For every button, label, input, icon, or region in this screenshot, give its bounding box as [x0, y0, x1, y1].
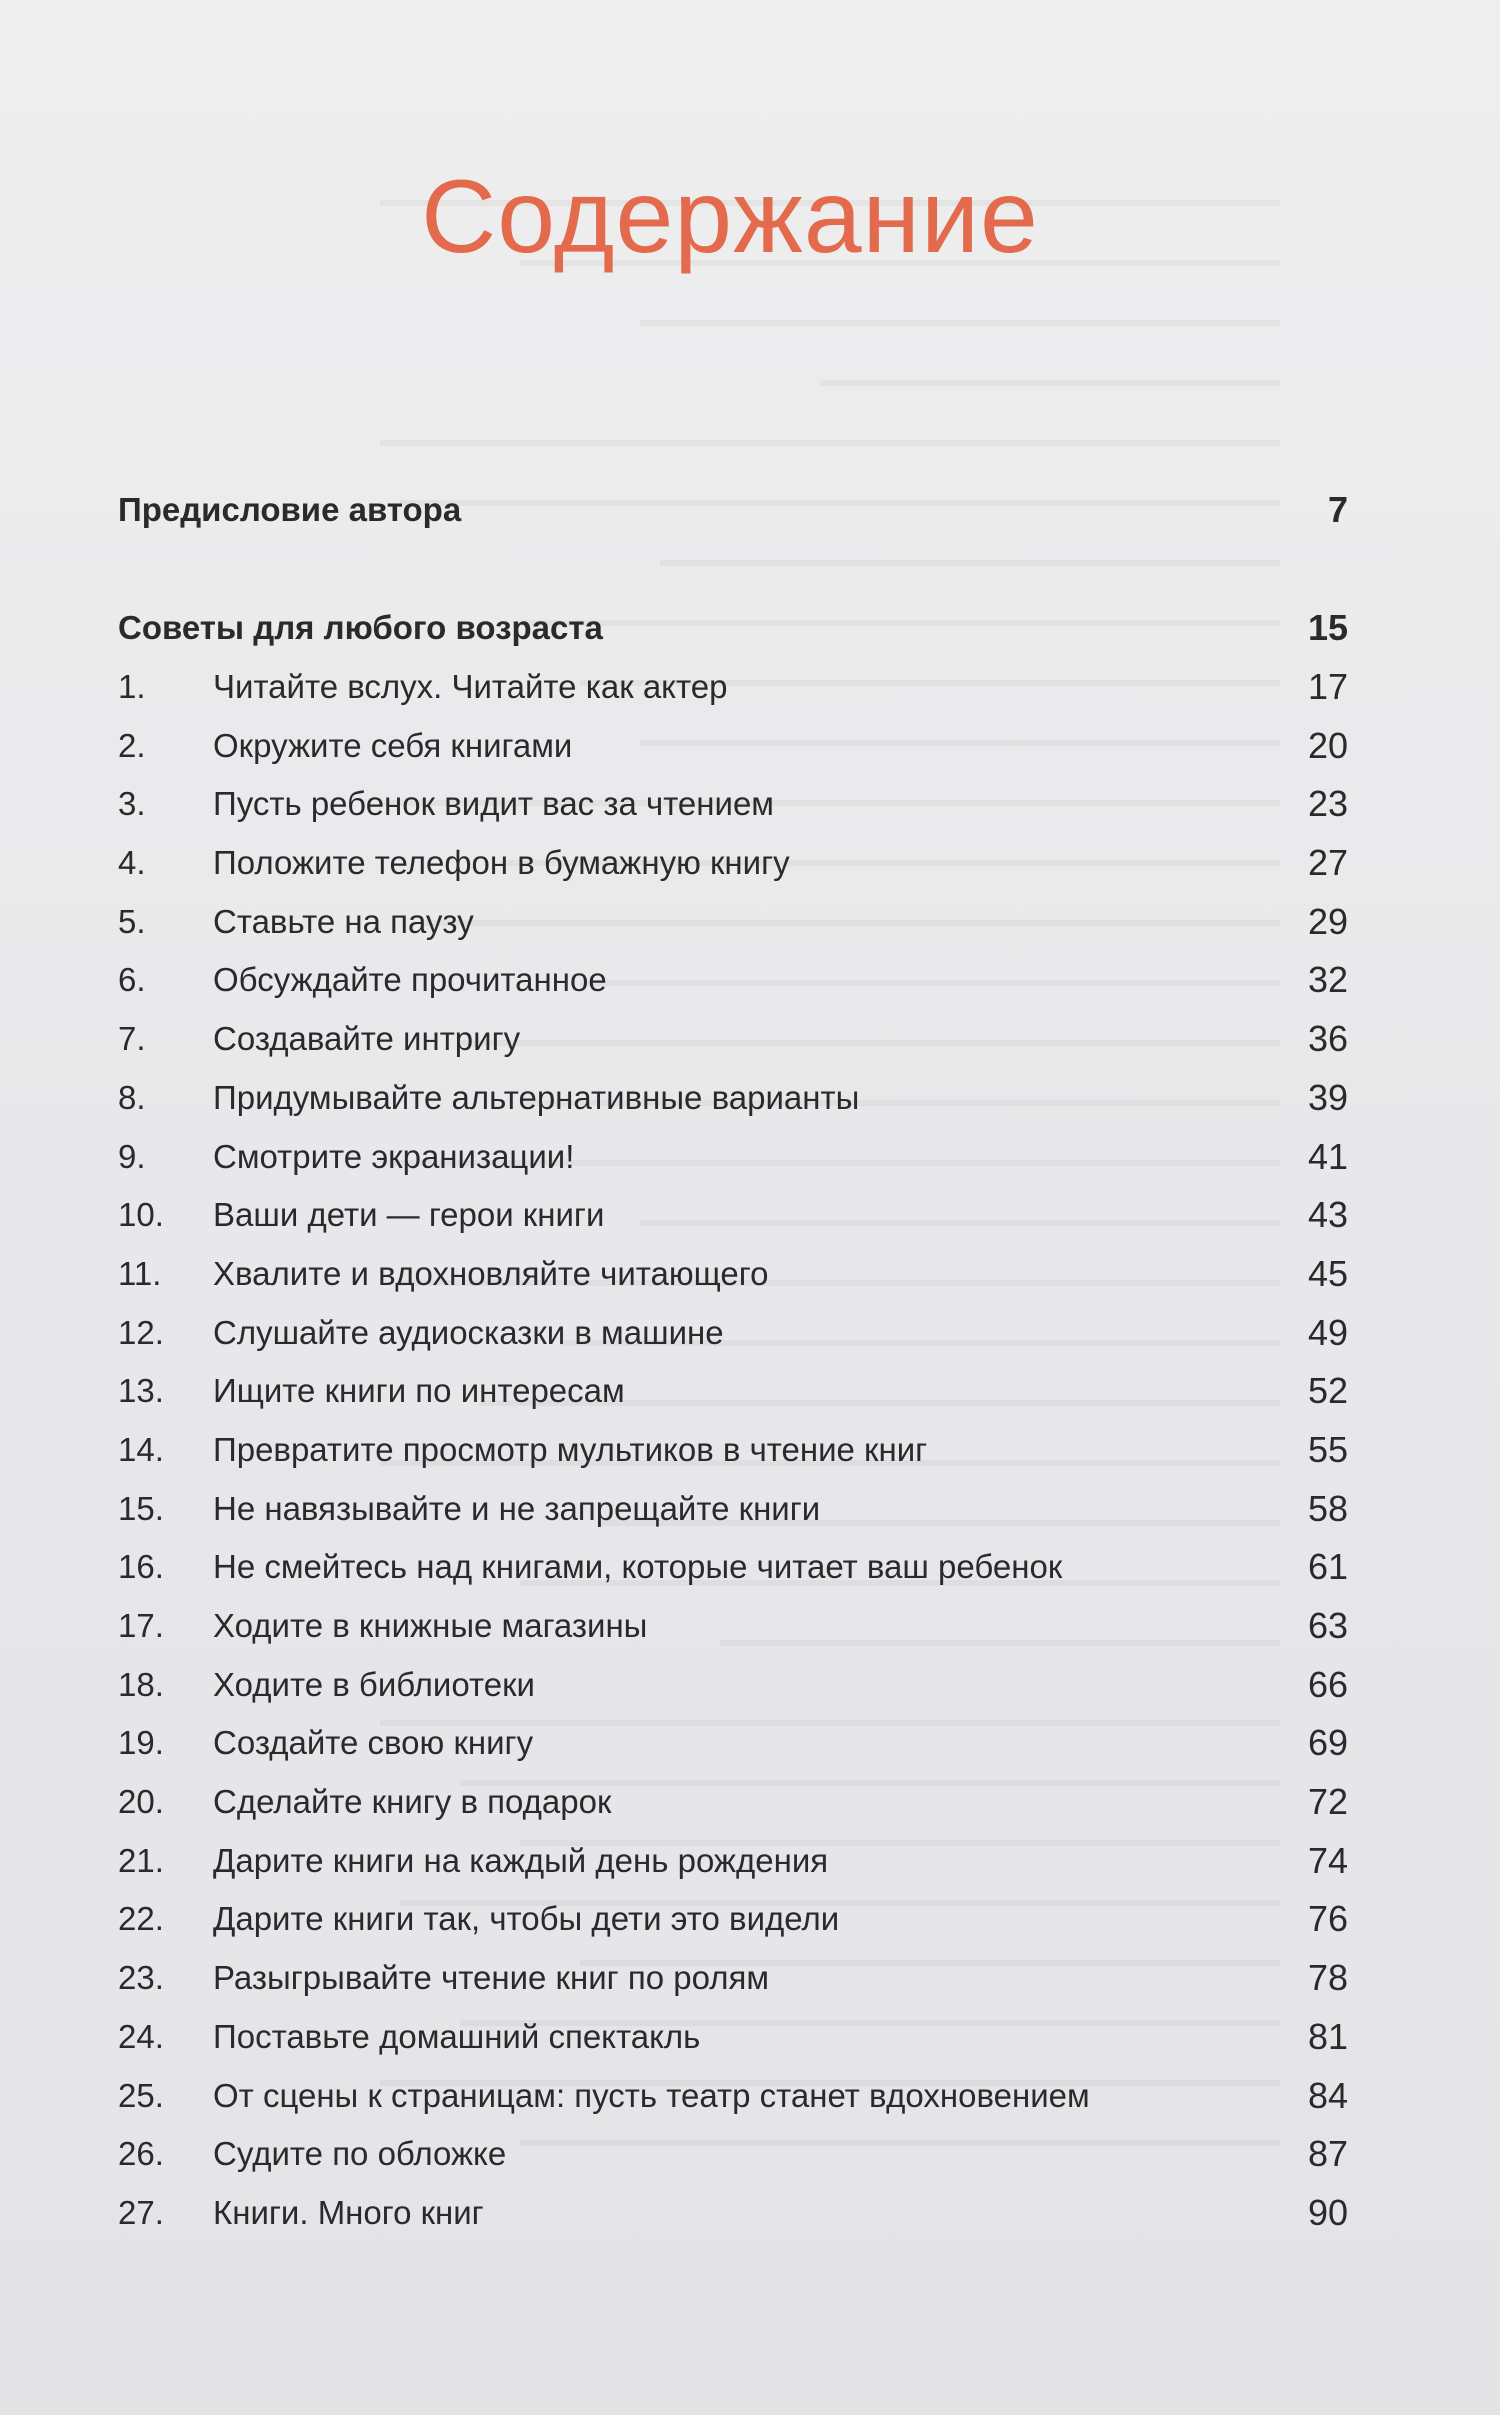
toc-entry-number: 4.: [118, 844, 146, 882]
toc-entry-number: 20.: [118, 1783, 164, 1821]
toc-entry[interactable]: [118, 2067, 1348, 2126]
toc-entry-number: 26.: [118, 2135, 164, 2173]
toc-entry-title: Обсуждайте прочитанное: [213, 961, 607, 999]
toc-entry-number: 21.: [118, 1841, 164, 1879]
toc-entry[interactable]: [118, 658, 1348, 717]
toc-entry-number: 7.: [118, 1020, 146, 1058]
toc-entry-number: 12.: [118, 1313, 164, 1351]
toc-entry-page-number: 66: [1307, 1663, 1348, 1705]
toc-entry-title: Поставьте домашний спектакль: [213, 2017, 701, 2055]
section-spacer: [118, 540, 1348, 598]
toc-entry-title: Дарите книги так, чтобы дети это видели: [213, 1900, 840, 1938]
toc-entry-title: Не навязывайте и не запрещайте книги: [213, 1489, 821, 1527]
toc-section-foreword[interactable]: [118, 480, 1348, 540]
toc-entry-page-number: 17: [1307, 666, 1348, 707]
toc-entry-page-number: 45: [1307, 1252, 1348, 1294]
toc-entry[interactable]: [118, 1597, 1348, 1656]
toc-entry-title: Придумывайте альтернативные варианты: [213, 1078, 860, 1116]
toc-entry-number: 3.: [118, 785, 146, 823]
toc-entry-number: 25.: [118, 2076, 164, 2114]
toc-entry-number: 14.: [118, 1430, 164, 1468]
toc-entry-title: Ваши дети — герои книги: [213, 1196, 605, 1234]
toc-entry-number: 8.: [118, 1078, 146, 1116]
toc-entry[interactable]: [118, 1714, 1348, 1773]
toc-entry[interactable]: [118, 775, 1348, 834]
toc-entry-title: Судите по обложке: [213, 2135, 507, 2173]
toc-entry-title: От сцены к страницам: пусть театр станет вдохновением: [213, 2076, 1090, 2114]
toc-entry[interactable]: [118, 1128, 1348, 1187]
toc-entry[interactable]: [118, 1304, 1348, 1363]
toc-entry[interactable]: [118, 1421, 1348, 1480]
toc-entry-number: 2.: [118, 726, 146, 764]
toc-entry-title: Хвалите и вдохновляйте читающего: [213, 1254, 769, 1292]
toc-entry[interactable]: [118, 2184, 1348, 2243]
toc-entry-title: Ставьте на паузу: [213, 902, 474, 940]
toc-entry-title: Превратите просмотр мультиков в чтение книг: [213, 1430, 928, 1468]
toc-entry-title: Сделайте книгу в подарок: [213, 1783, 612, 1821]
toc-entry-number: 19.: [118, 1724, 164, 1762]
toc-entry[interactable]: [118, 717, 1348, 776]
toc-entry-title: Окружите себя книгами: [213, 726, 573, 764]
toc-entry-page-number: 27: [1307, 842, 1348, 884]
toc-entry-title: Ищите книги по интересам: [213, 1372, 625, 1410]
toc-entry-page-number: 43: [1307, 1194, 1348, 1236]
toc-entry-number: 17.: [118, 1607, 164, 1644]
page-title: Содержание: [421, 159, 1039, 275]
toc-entry-title: Ходите в библиотеки: [213, 1665, 535, 1703]
toc-entry-title: Книги. Много книг: [213, 2193, 484, 2231]
toc-entry-title: Пусть ребенок видит вас за чтением: [213, 785, 774, 823]
toc-entry-page-number: 58: [1307, 1487, 1348, 1529]
toc-entry-page-number: 76: [1307, 1898, 1348, 1940]
toc-entry-number: 18.: [118, 1665, 164, 1703]
section-page-number: 7: [1327, 489, 1348, 530]
toc-entry-number: 24.: [118, 2017, 164, 2055]
toc-entry-page-number: 49: [1307, 1311, 1348, 1353]
toc-entry[interactable]: [118, 893, 1348, 952]
toc-entry-title: Создавайте интригу: [213, 1020, 521, 1058]
section-page-number: 15: [1307, 607, 1348, 648]
toc-entry[interactable]: [118, 1538, 1348, 1597]
toc-entry-page-number: 20: [1307, 724, 1348, 766]
toc-entry-title: Положите телефон в бумажную книгу: [213, 844, 790, 882]
toc-entry-page-number: 55: [1307, 1428, 1348, 1470]
toc-entry-page-number: 23: [1307, 783, 1348, 825]
toc-entry-title: Создайте свою книгу: [213, 1724, 534, 1762]
toc-section-tips[interactable]: [118, 598, 1348, 658]
toc-entry[interactable]: [118, 1656, 1348, 1715]
table-of-contents: [118, 480, 1348, 2243]
toc-entry-page-number: 78: [1307, 1957, 1348, 1999]
toc-entry-number: 10.: [118, 1196, 164, 1234]
toc-entry-page-number: 63: [1307, 1605, 1348, 1646]
toc-entry-number: 6.: [118, 961, 146, 999]
toc-entry-page-number: 87: [1307, 2133, 1348, 2175]
toc-entry[interactable]: [118, 2125, 1348, 2184]
toc-entry[interactable]: [118, 834, 1348, 893]
toc-entry-page-number: 72: [1307, 1781, 1348, 1823]
toc-entry-page-number: 29: [1307, 900, 1348, 942]
toc-entries-list: [118, 658, 1348, 2243]
toc-entry-page-number: 84: [1307, 2074, 1348, 2116]
section-label: Предисловие автора: [118, 491, 462, 528]
toc-entry-page-number: 61: [1307, 1546, 1348, 1588]
toc-entry[interactable]: [118, 1949, 1348, 2008]
toc-entry-number: 5.: [118, 902, 146, 940]
toc-entry-number: 15.: [118, 1489, 164, 1527]
toc-entry[interactable]: [118, 951, 1348, 1010]
toc-entry-title: Читайте вслух. Читайте как актер: [213, 668, 728, 705]
toc-entry-title: Слушайте аудиосказки в машине: [213, 1313, 724, 1351]
toc-entry-title: Не смейтесь над книгами, которые читает ваш ребенок: [213, 1548, 1063, 1586]
toc-entry-page-number: 52: [1307, 1370, 1348, 1412]
toc-entry-title: Разыгрывайте чтение книг по ролям: [213, 1959, 770, 1997]
toc-entry-number: 16.: [118, 1548, 164, 1586]
toc-entry[interactable]: [118, 1480, 1348, 1539]
toc-entry-number: 23.: [118, 1959, 164, 1997]
toc-entry-title: Смотрите экранизации!: [213, 1137, 575, 1175]
toc-entry-number: 13.: [118, 1372, 164, 1410]
toc-entry-number: 1.: [118, 668, 146, 705]
toc-entry-page-number: 74: [1307, 1839, 1348, 1881]
toc-entry-page-number: 36: [1307, 1018, 1348, 1060]
toc-entry[interactable]: [118, 1832, 1348, 1891]
toc-entry-page-number: 39: [1307, 1076, 1348, 1118]
toc-entry[interactable]: [118, 1245, 1348, 1304]
toc-entry-page-number: 69: [1307, 1722, 1348, 1764]
section-label: Советы для любого возраста: [118, 609, 603, 646]
toc-entry-page-number: 41: [1307, 1135, 1348, 1177]
toc-entry[interactable]: [118, 1890, 1348, 1949]
toc-entry[interactable]: [118, 1069, 1348, 1128]
toc-entry-number: 27.: [118, 2193, 164, 2231]
toc-entry-page-number: 32: [1307, 959, 1348, 1001]
toc-entry[interactable]: [118, 1362, 1348, 1421]
toc-entry-number: 9.: [118, 1137, 146, 1175]
toc-entry-title: Ходите в книжные магазины: [213, 1607, 648, 1644]
toc-entry-number: 11.: [118, 1254, 162, 1292]
toc-entry[interactable]: [118, 1186, 1348, 1245]
toc-entry-page-number: 81: [1307, 2015, 1348, 2057]
toc-entry[interactable]: [118, 1010, 1348, 1069]
toc-entry-page-number: 90: [1307, 2191, 1348, 2233]
toc-entry[interactable]: [118, 2008, 1348, 2067]
toc-entry-number: 22.: [118, 1900, 164, 1938]
toc-entry[interactable]: [118, 1773, 1348, 1832]
toc-entry-title: Дарите книги на каждый день рождения: [213, 1841, 829, 1879]
